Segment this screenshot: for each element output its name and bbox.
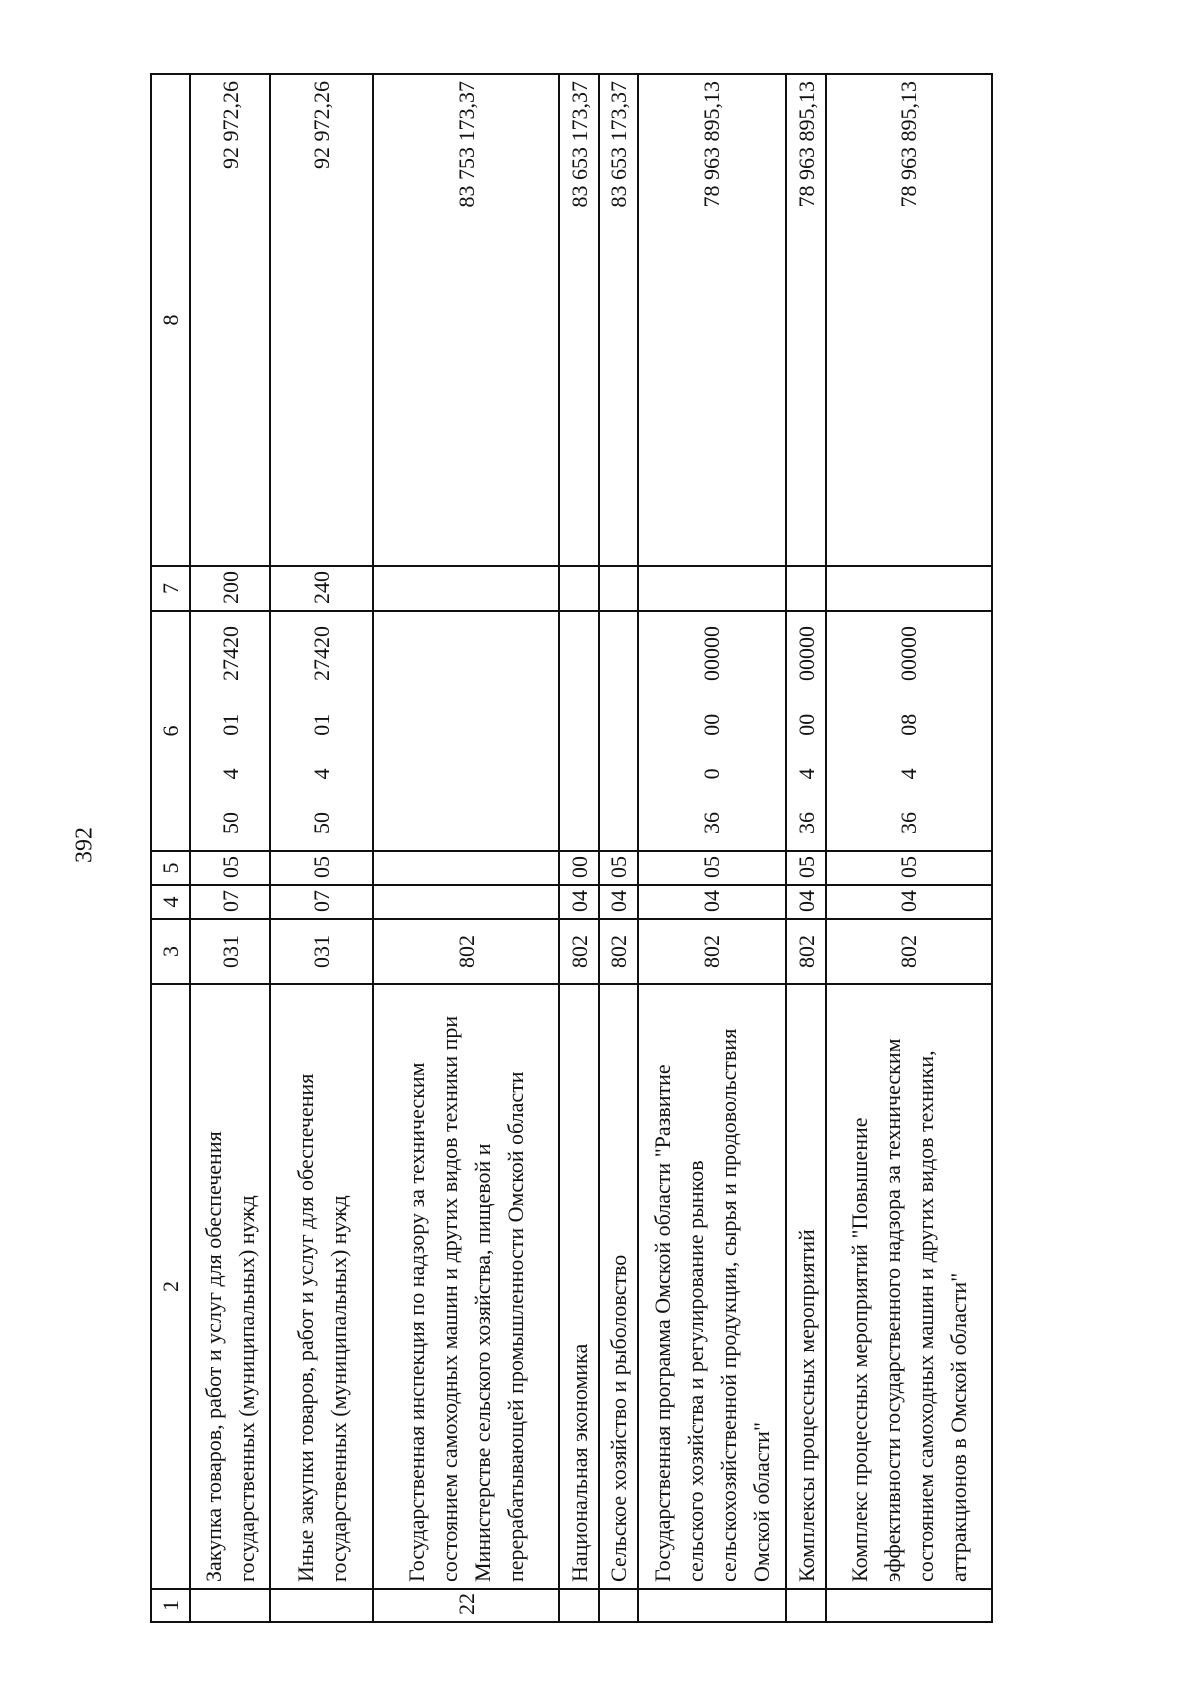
expense-type	[599, 566, 638, 611]
subsection-code: 05	[638, 851, 786, 885]
row-name: Государственная программа Омской области "Развитие сельского хозяйства и регулирование рынков сельскохозяйственной продукции, сырья и продовольствия Омской области"	[638, 984, 786, 1589]
section-code: 04	[826, 885, 992, 919]
expense-type	[786, 566, 826, 611]
table-row	[373, 74, 559, 1622]
target-part: 4	[217, 768, 243, 780]
subsection-code: 05	[599, 851, 638, 885]
header-cell: 7	[151, 566, 190, 611]
section-code: 04	[786, 885, 826, 919]
target-article	[638, 611, 786, 851]
target-part: 36	[699, 812, 725, 834]
expense-type: 200	[190, 566, 271, 611]
row-number	[786, 1589, 826, 1622]
table-row	[826, 74, 992, 1622]
subsection-code: 05	[786, 851, 826, 885]
target-part: 00	[699, 713, 725, 736]
row-number	[638, 1589, 786, 1622]
target-part: 4	[309, 768, 335, 780]
amount: 78 963 895,13	[786, 74, 826, 566]
admin-code: 802	[826, 919, 992, 984]
target-part: 00000	[896, 626, 922, 682]
subsection-code	[373, 851, 559, 885]
row-name: Национальная экономика	[559, 984, 599, 1589]
admin-code: 031	[190, 919, 271, 984]
budget-table-container	[150, 75, 993, 1623]
target-part: 36	[896, 812, 922, 834]
admin-code: 802	[786, 919, 826, 984]
target-part: 01	[217, 713, 243, 736]
header-cell: 1	[151, 1589, 190, 1622]
header-row	[151, 74, 190, 1622]
amount: 83 753 173,37	[373, 74, 559, 566]
amount: 92 972,26	[270, 74, 373, 566]
admin-code: 802	[638, 919, 786, 984]
table-row	[638, 74, 786, 1622]
target-article	[559, 611, 599, 851]
table-row	[270, 74, 373, 1622]
expense-type	[559, 566, 599, 611]
page-number: 392	[71, 827, 98, 863]
target-part: 01	[309, 713, 335, 736]
subsection-code: 05	[270, 851, 373, 885]
table-row	[786, 74, 826, 1622]
target-part: 4	[793, 768, 819, 780]
subsection-code: 05	[190, 851, 271, 885]
admin-code: 031	[270, 919, 373, 984]
expense-type	[638, 566, 786, 611]
row-number: 22	[373, 1589, 559, 1622]
row-name: Закупка товаров, работ и услуг для обеспечения государственных (муниципальных) нужд	[190, 984, 271, 1589]
header-cell: 5	[151, 851, 190, 885]
target-article	[786, 611, 826, 851]
header-cell: 2	[151, 984, 190, 1589]
admin-code: 802	[373, 919, 559, 984]
row-number	[270, 1589, 373, 1622]
target-article	[826, 611, 992, 851]
target-article	[190, 611, 271, 851]
table-row	[559, 74, 599, 1622]
amount: 78 963 895,13	[638, 74, 786, 566]
header-cell: 4	[151, 885, 190, 919]
admin-code: 802	[599, 919, 638, 984]
expense-type: 240	[270, 566, 373, 611]
section-code: 04	[638, 885, 786, 919]
target-part: 27420	[217, 626, 243, 682]
row-name: Комплекс процессных мероприятий "Повышение эффективности государственного надзора за техническим состоянием самоходных машин и других видов техники, аттракционов в Омской области"	[826, 984, 992, 1589]
target-article	[373, 611, 559, 851]
section-code: 07	[190, 885, 271, 919]
header-cell: 8	[151, 74, 190, 566]
amount: 78 963 895,13	[826, 74, 992, 566]
row-number	[559, 1589, 599, 1622]
section-code: 04	[559, 885, 599, 919]
section-code: 04	[599, 885, 638, 919]
section-code	[373, 885, 559, 919]
table-row	[190, 74, 271, 1622]
amount: 83 653 173,37	[599, 74, 638, 566]
table-row	[599, 74, 638, 1622]
header-cell: 6	[151, 611, 190, 851]
target-part: 00000	[793, 626, 819, 682]
amount: 83 653 173,37	[559, 74, 599, 566]
target-part: 36	[793, 812, 819, 834]
expense-type	[373, 566, 559, 611]
row-name: Иные закупки товаров, работ и услуг для обеспечения государственных (муниципальных) нужд	[270, 984, 373, 1589]
row-number	[826, 1589, 992, 1622]
amount: 92 972,26	[190, 74, 271, 566]
row-name: Комплексы процессных мероприятий	[786, 984, 826, 1589]
target-part: 4	[896, 768, 922, 780]
subsection-code: 00	[559, 851, 599, 885]
row-name: Государственная инспекция по надзору за техническим состоянием самоходных машин и других видов техники при Министерстве сельского хозяйства, пищевой и перерабатывающей промышленности Омской области	[373, 984, 559, 1589]
target-part: 50	[309, 812, 335, 834]
target-part: 00	[793, 713, 819, 736]
target-article	[270, 611, 373, 851]
header-cell: 3	[151, 919, 190, 984]
target-part: 08	[896, 713, 922, 736]
budget-table	[150, 73, 993, 1623]
row-name: Сельское хозяйство и рыболовство	[599, 984, 638, 1589]
target-part: 27420	[309, 626, 335, 682]
subsection-code: 05	[826, 851, 992, 885]
target-part: 50	[217, 812, 243, 834]
target-article	[599, 611, 638, 851]
row-number	[190, 1589, 271, 1622]
expense-type	[826, 566, 992, 611]
admin-code: 802	[559, 919, 599, 984]
target-part: 00000	[699, 626, 725, 682]
target-part: 0	[699, 768, 725, 780]
section-code: 07	[270, 885, 373, 919]
row-number	[599, 1589, 638, 1622]
